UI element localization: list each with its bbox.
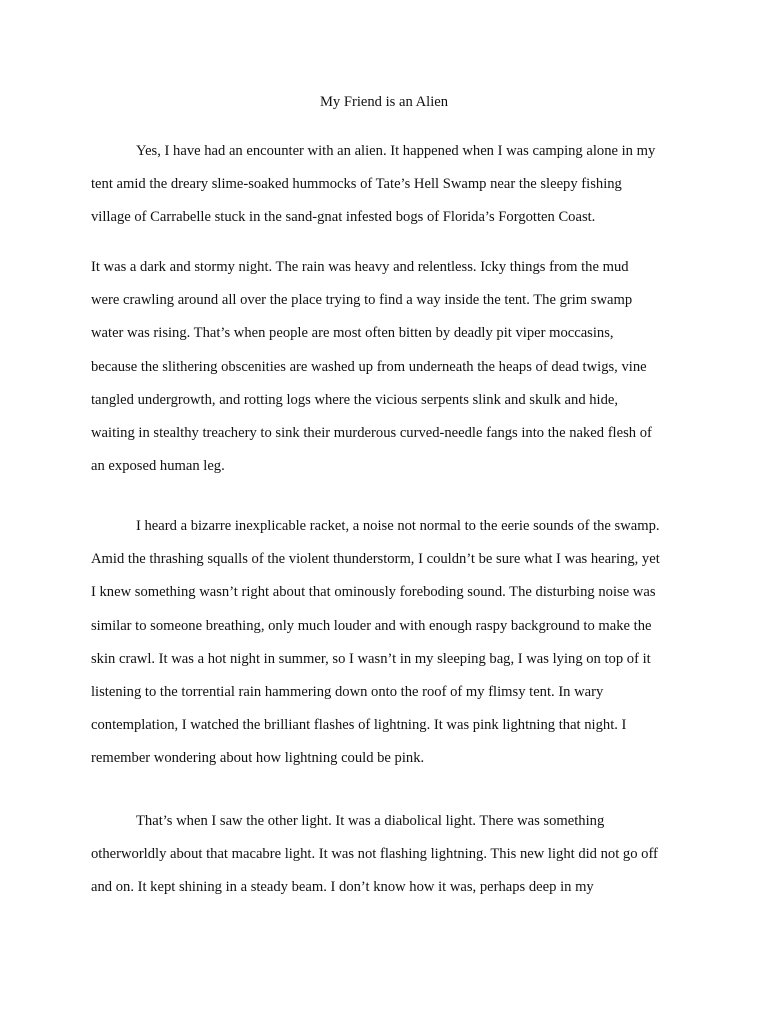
paragraph-line: skin crawl. It was a hot night in summer, so I wasn’t in my sleeping bag, I was lying on top of it (91, 650, 651, 667)
paragraph-line: similar to someone breathing, only much louder and with enough raspy background to make the (91, 617, 652, 634)
paragraph-2 (91, 251, 687, 483)
paragraph-line: tangled undergrowth, and rotting logs where the vicious serpents slink and skulk and hide, (91, 391, 619, 408)
paragraph-line: waiting in stealthy treachery to sink their murderous curved-needle fangs into the naked flesh of (91, 424, 652, 441)
paragraph-line: were crawling around all over the place trying to find a way inside the tent. The grim swamp (91, 292, 633, 309)
paragraph-line: Amid the thrashing squalls of the violent thunderstorm, I couldn’t be sure what I was hearing, yet (91, 551, 660, 568)
paragraph-line: That’s when I saw the other light. It was a diabolical light. There was something (136, 813, 605, 829)
paragraph-3 (91, 510, 687, 776)
document-title: My Friend is an Alien (319, 94, 449, 110)
paragraph-line: It was a dark and stormy night. The rain was heavy and relentless. Icky things from the mud (91, 259, 629, 275)
paragraph-line: tent amid the dreary slime-soaked hummocks of Tate’s Hell Swamp near the sleepy fishing (91, 176, 622, 193)
paragraph-line: listening to the torrential rain hammering down onto the roof of my flimsy tent. In wary (91, 683, 604, 700)
paragraph-line: otherworldly about that macabre light. It was not flashing lightning. This new light did not go off (91, 846, 658, 863)
paragraph-line: I heard a bizarre inexplicable racket, a noise not normal to the eerie sounds of the swamp. (136, 518, 660, 534)
paragraph-line: because the slithering obscenities are washed up from underneath the heaps of dead twigs, vine (91, 358, 647, 375)
paragraph-line: I knew something wasn’t right about that ominously foreboding sound. The disturbing noise was (91, 584, 656, 601)
paragraph-1 (91, 135, 687, 235)
paragraph-line: contemplation, I watched the brilliant flashes of lightning. It was pink lightning that night. I (91, 717, 627, 734)
paragraph-line: remember wondering about how lightning could be pink. (91, 750, 425, 767)
paragraph-line: and on. It kept shining in a steady beam. I don’t know how it was, perhaps deep in my (91, 879, 594, 896)
paragraph-line: water was rising. That’s when people are most often bitten by deadly pit viper moccasins, (91, 325, 614, 342)
paragraph-line: village of Carrabelle stuck in the sand-gnat infested bogs of Florida’s Forgotten Coast. (91, 209, 596, 226)
paragraph-line: Yes, I have had an encounter with an alien. It happened when I was camping alone in my (136, 143, 656, 159)
paragraph-4 (91, 805, 687, 905)
paragraph-line: an exposed human leg. (91, 458, 225, 475)
